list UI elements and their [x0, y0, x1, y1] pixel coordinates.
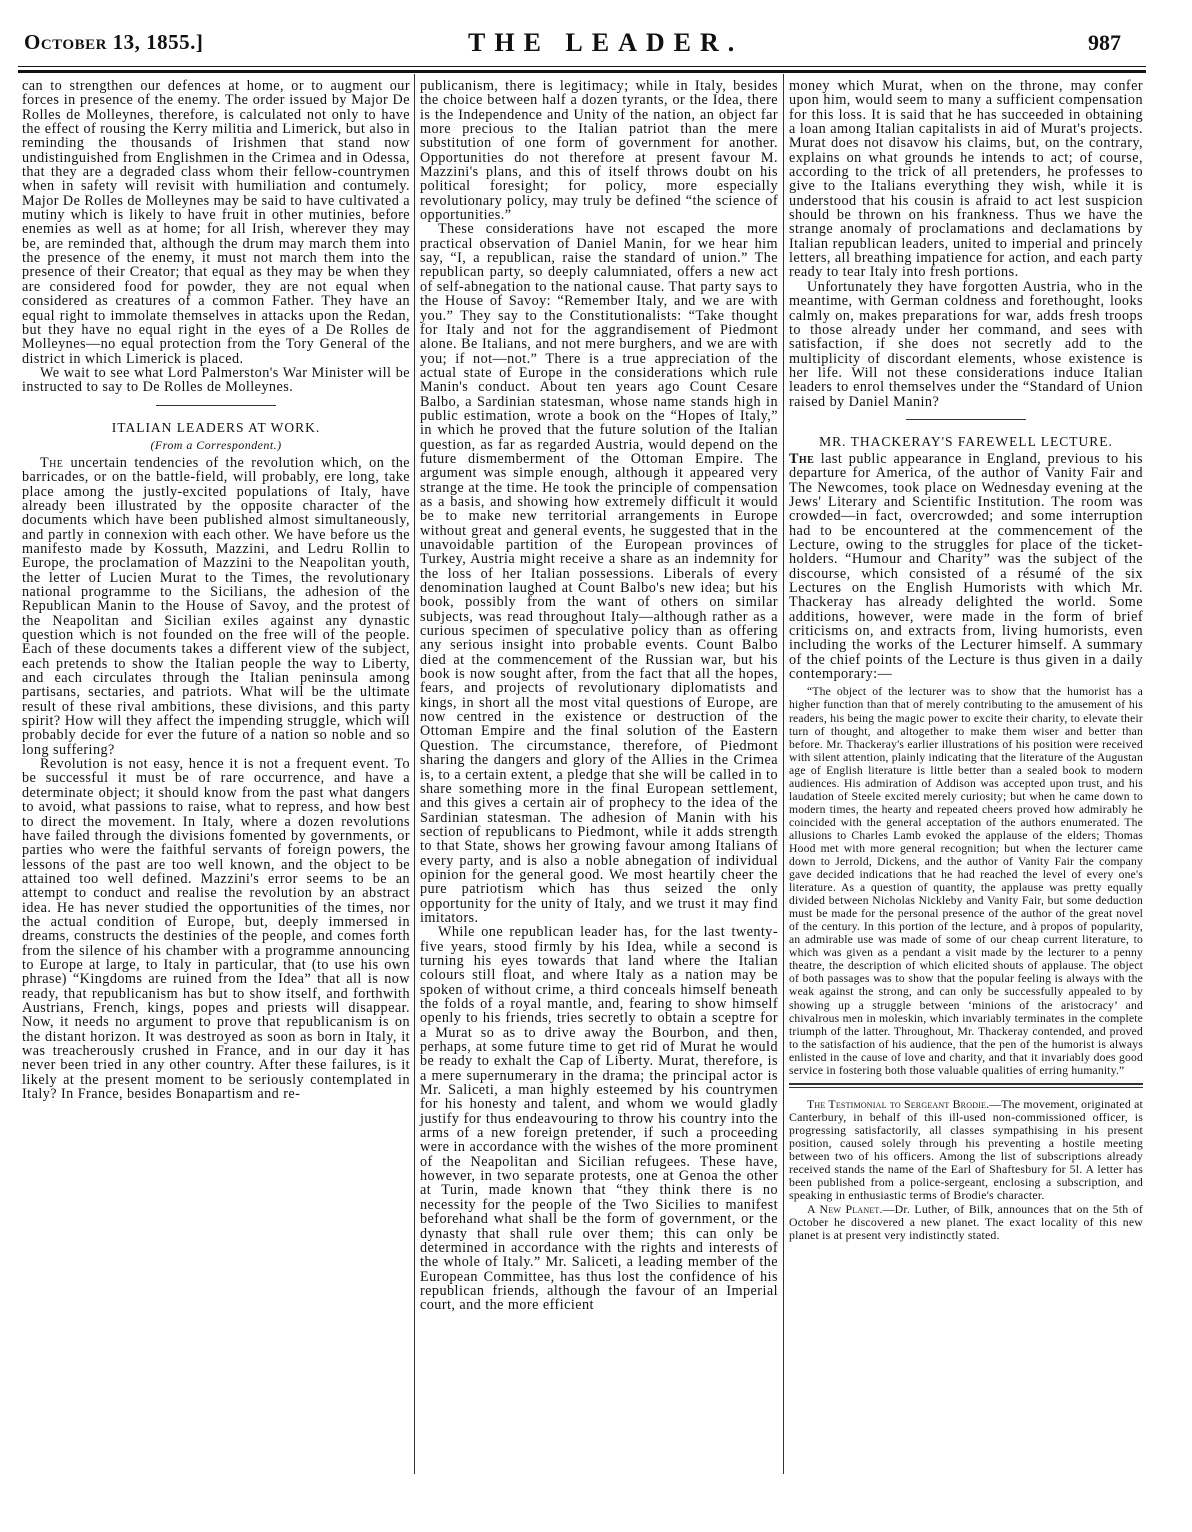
masthead-title: THE LEADER. — [468, 28, 744, 57]
quoted-summary: “The object of the lecturer was to show that the humorist has a higher function than that of merely contributing to the amusement of his readers, his being the magic power to excite their charity, to elevate their turn of thought, and altogether to make them wiser and better than before. Mr. Thackeray's earlier illustrations of his position were received with silent attention, plainly indicating that the literature of the Augustan age of English literature is little better than a sealed book to modern audiences. His admiration of Addison was accepted upon trust, and his laudation of Steele excited merely curiosity; but when he came down to modern times, the hearty and repeated cheers proved how admirably he coincided with the general acceptation of the authors enumerated. The allusions to Charles Lamb evoked the applause of the elders; Thomas Hood met with more general recognition; but when the lecturer came down to Jerrold, Dickens, and the author of Vanity Fair the company gave decided indications that he had reached the level of every one's literature. As a question of quantity, the applause was pretty equally divided between Nicholas Nickleby and Vanity Fair, but some deduction must be made for the personal presence of the author of the great novel of the century. In this portion of the lecture, and à propos of popularity, an admirable use was made of some of our cheap current literature, to which was given as a pendant a visit made by the lecturer to a penny theatre, the description of which elicited shouts of applause. The object of both passages was to show that the popular feeling is always with the weak against the strong, and can only be successfully appealed to by showing up a struggle between ‘minions of the aristocracy’ and chivalrous men in moleskin, which invariably terminates in the complete triumph of the latter. Throughout, Mr. Thackeray contended, and proved to the satisfaction of his audience, that the pen of the humorist is always enlisted in the cause of love and charity, and that it invariably does good service in fostering both those valuable qualities of erring humanity.” — [789, 685, 1143, 1077]
note-heading: The Testimonial to Sergeant Brodie. — [807, 1096, 990, 1111]
column-2 — [420, 79, 778, 1313]
paragraph: publicanism, there is legitimacy; while in Italy, besides the choice between half a dozen tyrants, or the Idea, there is the Independence and Unity of the nation, an object far more precious to the Italian patriot than the mere substitution of one form of government for another. Opportunities do not therefore at present favour M. Mazzini's plans, and this of itself throws doubt on his political foresight; for policy, more especially revolutionary policy, may truly be defined “the science of opportunities.” — [420, 78, 778, 224]
article-byline: (From a Correspondent.) — [150, 437, 282, 452]
issue-date: October 13, 1855.] — [24, 30, 204, 54]
paragraph: While one republican leader has, for the last twenty-five years, stood firmly by his Idea, while a second is turning his eyes towards that land where the Italian colours still float, and where Italy as a nation may be spoken of without crime, a third conceals himself beneath the folds of a royal mantle, and, fearing to show himself openly to his friends, tries secretly to obtain a sceptre for a Murat so as to drive away the Bourbon, and then, perhaps, at some future time to get rid of Murat he would be ready to exhalt the Cap of Liberty. Murat, therefore, is a mere supernumerary in the drama; the principal actor is Mr. Saliceti, a man highly esteemed by his countrymen for his honesty and talent, and whom we would gladly justify for thus endeavouring to throw his country into the arms of a new foreign pretender, if such a proceeding were in accordance with the wishes of the more prominent of the Neapolitan and Sicilian refugees. These have, however, in two separate protests, one at Genoa the other at Turin, made known that “they think there is no necessity for the people of the Two Sicilies to manifest beforehand what shall be the form of government, or the dynasty that shall rule over them; this can only be determined in accordance with the rights and interests of the whole of Italy.” Mr. Saliceti, a leading member of the European Committee, has thus lost the confidence of his republican friends, although the favour of an Imperial court, and the more efficient — [420, 924, 778, 1314]
section-divider — [789, 1083, 1143, 1088]
news-note — [789, 1098, 1143, 1203]
column-3 — [789, 79, 1143, 1242]
column-1 — [22, 79, 410, 1101]
header-rule-thin — [18, 66, 1146, 67]
note-heading: A New Planet. — [807, 1201, 883, 1216]
news-note — [789, 1203, 1143, 1242]
paragraph: Unfortunately they have forgotten Austria, who in the meantime, with German coldness and forethought, looks calmly on, makes preparations for war, adds fresh troops to those already under her command, and sees with satisfaction, if she does not secretly add to the multiplicity of discordant elements, whose existence is her life. Will not these considerations induce Italian leaders to enrol themselves under the “Standard of Union raised by Daniel Manin? — [789, 278, 1143, 410]
note-text: —The movement, originated at Canterbury, in behalf of this ill-used non-commissioned officer, is progressing satisfactorily, all classes sympathising in his present position, caused solely through his preventing a hostile meeting between two of his officers. Among the list of subscriptions already received stands the name of the Earl of Shaftesbury for 5l. A letter has been published from a police-sergeant, enclosing a subscription, and speaking in enthusiastic terms of Brodie's character. — [789, 1096, 1143, 1203]
article-title: ITALIAN LEADERS AT WORK. — [111, 419, 321, 435]
article-title: MR. THACKERAY'S FAREWELL LECTURE. — [819, 433, 1113, 449]
header-rule-thick — [18, 70, 1146, 73]
paragraph: Revolution is not easy, hence it is not a frequent event. To be successful it must be of rare occurrence, and have a determinate object; it should know from the past what dangers to avoid, what passions to raise, what to repress, and how best to direct the movement. In Italy, where a dozen revolutions have failed through the divisions fomented by governments, or parties who were the faithful servants of foreign powers, the lessons of the past are too well known, and the object to be attained too well defined. Mazzini's error seems to be an attempt to conduct and realise the revolution by an abstract idea. He has never studied the opportunities of the times, nor the actual condition of Europe, but, deeply immersed in dreams, constructs the destinies of the people, and comes forth from the silence of his chamber with a programme announcing to Europe at large, to Italy in particular, that (to use his own phrase) “Kingdoms are ruined from the Idea” that all is now ready, that republicanism has but to show itself, and forthwith Austrians, French, kings, popes and priests will disappear. Now, it needs no argument to prove that republicanism is on the distant horizon. It was destroyed as soon as born in Italy, it was treacherously crushed in France, and in our day it has never been tried in any other country. After these failures, is it likely at the present moment to be seriously contemplated in Italy? In France, besides Bonapartism and re- — [22, 756, 410, 1103]
paragraph: We wait to see what Lord Palmerston's War Minister will be instructed to say to De Rolles de Molleynes. — [22, 364, 410, 396]
column-divider — [783, 74, 784, 1474]
note-text: —Dr. Luther, of Bilk, announces that on the 5th of October he discovered a new planet. The exact locality of this new planet is at present very indistinctly stated. — [789, 1201, 1143, 1242]
paragraph: last public appearance in England, previous to his departure for America, of the author of Vanity Fair and The Newcomes, took place on Wednesday evening at the Jews' Literary and Scientific Institution. The room was crowded—in fact, overcrowded; and some interruption had to be encountered at the commencement of the Lecture, owing to the struggles for place of the ticket-holders. “Humour and Charity” was the subject of the discourse, which consisted of a résumé of the six Lectures on the English Humorists with which Mr. Thackeray has already delighted the world. Some additions, however, were made in the form of brief criticisms on, and extracts from, living humorists, even including the works of the Lecturer himself. A summary of the chief points of the Lecture is thus given in a daily contemporary:— — [789, 450, 1143, 683]
section-divider — [156, 405, 276, 406]
section-divider — [906, 419, 1026, 420]
lead-word: The — [789, 450, 815, 467]
column-divider — [414, 74, 415, 1474]
page-number: 987 — [1088, 30, 1121, 55]
news-notes — [789, 1098, 1143, 1242]
paragraph: can to strengthen our defences at home, or to augment our forces in presence of the enemy. The order issued by Major De Rolles de Molleynes, therefore, is calculated not only to have the effect of rousing the Kerry militia and Limerick, but also in reminding the thousands of Irishmen that stand now undistinguished from Englishmen in the Crimea and in Odessa, that they are a degraded class whom their fellow-countrymen when in safety will revisit with humiliation and contumely. Major De Rolles de Molleynes may be said to have cultivated a mutiny which is likely to have fruit in other mutinies, before enemies as well as at home; for all Irish, wherever they may be, are reminded that, although the drum may march them into the presence of the enemy, it must not march them into the presence of their Creator; that equal as they may be when they are considered food for powder, they are not equal when considered as creatures of a common Father. They have an equal right to immolate themselves in attacks upon the Redan, but they have no equal right in the eyes of a De Rolles de Molleynes—no equal protection from the Tory General of the district in which Limerick is placed. — [22, 78, 410, 367]
paragraph: These considerations have not escaped the more practical observation of Daniel Manin, for we hear him say, “I, a republican, raise the standard of union.” The republican party, so deeply calumniated, offers a new act of self-abnegation to the national cause. That party says to the House of Savoy: “Remember Italy, and we are with you.” They say to the Constitutionalists: “Take thought for Italy and not for the aggrandisement of Piedmont alone. Be Italians, and not mere burghers, and we are with you; if not—not.” There is a true appreciation of the actual state of Europe in the considerations which rule Manin's conduct. About ten years ago Count Cesare Balbo, a Sardinian statesman, whose name stands high in public estimation, wrote a book on the “Hopes of Italy,” in which he proved that the future solution of the Italian question, as far as regarded Austria, would depend on the future dismemberment of the Ottoman Empire. The argument was simple enough, although it appeared very strange at the time. He took the principle of compensation as a basis, and showing how extremely difficult it would be to make new territorial arrangements in Europe without great and general events, he suggested that in the unavoidable partition of the European provinces of Turkey, Austria might receive a share as an indemnity for the loss of her Italian possessions. Liberals of every denomination laughed at Count Balbo's new idea; but his book, possibly from the want of others on similar subjects, was read throughout Italy—although rather as a curious specimen of speculative policy than as offering any serious insight into probable events. Count Balbo died at the commencement of the Russian war, but his book is now sought after, from the fact that all the hopes, fears, and projects of revolutionary diplomatists and kings, in short all the most vital questions of Europe, are now centred in the existence or destruction of the Ottoman Empire and the final solution of the Eastern Question. The circumstance, therefore, of Piedmont sharing the dangers and glory of the Allies in the Crimea is, to a certain extent, a pledge that she will be called in to share something more in the final European settlement, and this gives a certain air of prophecy to the idea of the Sardinian statesman. The adhesion of Manin with his section of republicans to Piedmont, while it adds strength to that State, shows her growing favour among Italians of every party, and is also a noble abnegation of individual opinion for the general good. We most heartily cheer the pure patriotism which has thus seized the only opportunity for the unity of Italy, and we trust it may find imitators. — [420, 221, 778, 926]
lead-word: The — [40, 454, 64, 471]
paragraph: money which Murat, when on the throne, may confer upon him, would seem to many a sufficient compensation for this loss. It is said that he has succeeded in obtaining a loan among Italian capitalists in aid of Murat's projects. Murat does not disavow his claims, but, on the contrary, explains on what grounds he intends to act; of course, according to the trick of all pretenders, he professes to give to the Italians everything they wish, while it is understood that his cousin is afraid to act lest suspicion should be thrown on his frankness. Thus we have the strange anomaly of proclamations and declamations by Italian republican leaders, united to imperial and princely letters, all breathing impatience for action, and each party ready to tear Italy into fresh portions. — [789, 78, 1143, 281]
paragraph: uncertain tendencies of the revolution which, on the barricades, or on the battle-field, will probably, ere long, take place among the justly-excited populations of Italy, have already been illustrated by the opposite character of the documents which have been published almost simultaneously, and partly in connexion with each other. We have before us the manifesto made by Kossuth, Mazzini, and Ledru Rollin to Europe, the proclamation of Mazzini to the Neapolitan youth, the letter of Lucien Murat to the Times, the revolutionary national programme to the Sicilians, the adhesion of the Republican Manin to the House of Savoy, and the protest of the Neapolitan and Sicilian exiles against any dynastic question which is not founded on the free will of the people. Each of these documents takes a different view of the subject, each pretends to show the Italian people the way to Liberty, and each circulates through the Italian peninsula among partisans, sectaries, and patriots. What will be the ultimate result of these rival ambitions, these divisions, and this party spirit? How will they affect the impending struggle, which will probably decide for ever the future of a nation so noble and so long suffering? — [22, 454, 411, 758]
